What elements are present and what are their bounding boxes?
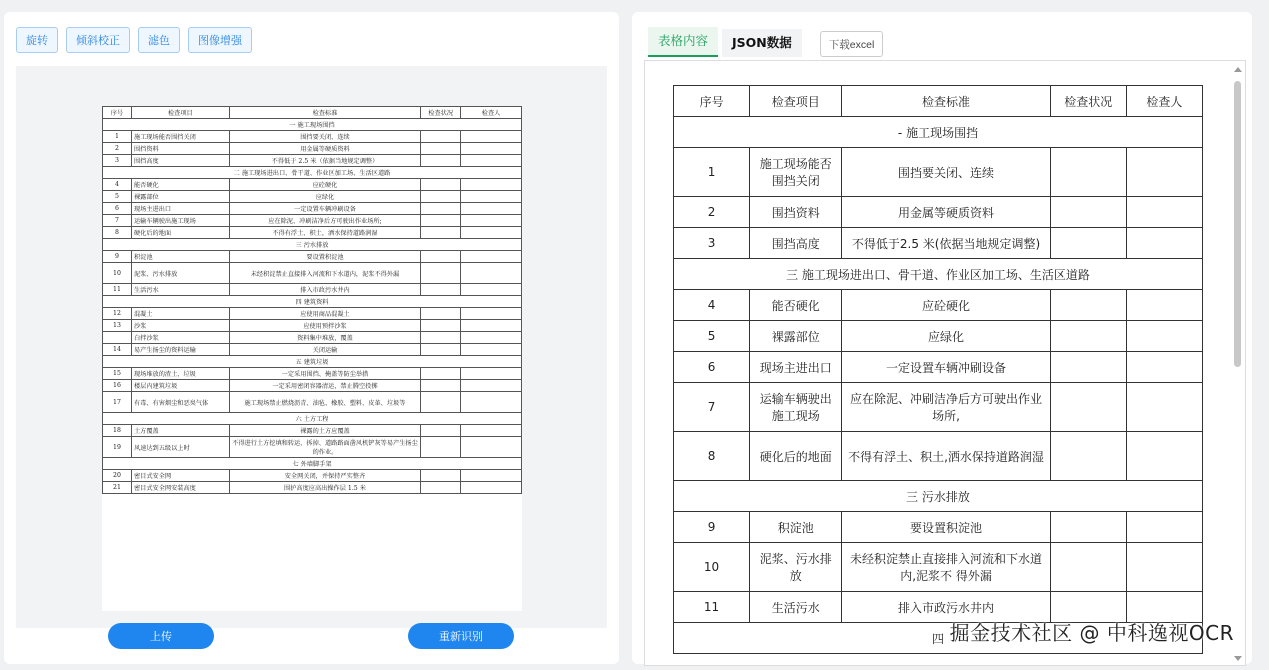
doc-cell-item: 沙浆 <box>131 320 229 332</box>
result-cell-no: 2 <box>674 197 750 228</box>
result-cell-standard: 不得有浮土、积土,洒水保持道路润湿 <box>842 432 1050 481</box>
document-preview <box>16 66 607 628</box>
doc-cell-status <box>421 203 461 215</box>
doc-cell-item: 裸露部位 <box>131 191 229 203</box>
image-enhance-button[interactable]: 图像增强 <box>188 27 252 53</box>
doc-cell-item: 密目式安全网 <box>131 470 229 482</box>
doc-cell-status <box>421 425 461 437</box>
result-cell-no: 3 <box>674 228 750 259</box>
result-cell-no: 10 <box>674 543 750 592</box>
doc-cell-standard: 未经积淀禁止直接排入河流和下水道内，泥浆不得外漏 <box>229 263 421 284</box>
result-cell-status <box>1050 148 1126 197</box>
doc-cell-no: 21 <box>103 482 132 494</box>
doc-cell-status <box>421 392 461 413</box>
result-cell-status <box>1050 383 1126 432</box>
result-header-cell: 检查项目 <box>750 86 842 117</box>
doc-cell-status <box>421 437 461 458</box>
result-cell-status <box>1050 290 1126 321</box>
result-cell-item: 积淀池 <box>750 512 842 543</box>
doc-cell-item: 易产生扬尘的资料运输 <box>131 344 229 356</box>
doc-cell-status <box>421 227 461 239</box>
result-section-row <box>674 481 1203 512</box>
result-cell-no: 7 <box>674 383 750 432</box>
doc-cell-no: 13 <box>103 320 132 332</box>
result-section-row <box>674 117 1203 148</box>
scanned-document <box>102 106 522 611</box>
rerecognize-button[interactable]: 重新识别 <box>408 623 514 649</box>
table-row <box>674 148 1203 197</box>
doc-cell-standard: 不得低于 2.5 米（依据当地规定调整） <box>229 155 421 167</box>
result-cell-standard: 应在除泥、冲刷洁净后方可驶出作业场所, <box>842 383 1050 432</box>
doc-cell-no: 15 <box>103 368 132 380</box>
doc-row <box>103 344 522 356</box>
doc-cell-no: 10 <box>103 263 132 284</box>
doc-cell-status <box>421 368 461 380</box>
doc-section-row <box>103 167 522 179</box>
doc-section-title: 一 施工现场围挡 <box>103 119 522 131</box>
image-panel <box>4 12 619 664</box>
doc-section-title: 七 外墙脚手架 <box>103 458 522 470</box>
doc-cell-inspector <box>461 380 522 392</box>
doc-cell-standard: 应在除泥、冲刷洁净后方可驶出作业场所; <box>229 215 421 227</box>
doc-cell-status <box>421 191 461 203</box>
result-cell-item: 裸露部位 <box>750 321 842 352</box>
table-row <box>674 383 1203 432</box>
table-row <box>674 290 1203 321</box>
color-filter-button[interactable]: 滤色 <box>138 27 180 53</box>
result-cell-status <box>1050 432 1126 481</box>
doc-cell-no: 19 <box>103 437 132 458</box>
vertical-scrollbar[interactable] <box>1233 67 1243 661</box>
doc-cell-standard: 不得进行土方挖填和转运、拆掉、道路路面凿风机铲灰等易产生扬尘的作业。 <box>229 437 421 458</box>
result-cell-item: 生活污水 <box>750 592 842 623</box>
result-cell-status <box>1050 352 1126 383</box>
scroll-up-icon[interactable] <box>1234 67 1242 72</box>
result-cell-inspector <box>1126 197 1202 228</box>
deskew-button[interactable]: 倾斜校正 <box>66 27 130 53</box>
doc-cell-standard: 应砼硬化 <box>229 179 421 191</box>
doc-cell-standard: 裸露的土方应覆盖 <box>229 425 421 437</box>
doc-section-row <box>103 296 522 308</box>
result-cell-standard: 不得低于2.5 米(依据当地规定调整) <box>842 228 1050 259</box>
doc-cell-inspector <box>461 368 522 380</box>
doc-cell-status <box>421 131 461 143</box>
doc-cell-item: 现场主进出口 <box>131 203 229 215</box>
image-toolbar <box>16 27 252 53</box>
doc-cell-no: 8 <box>103 227 132 239</box>
doc-cell-standard: 应绿化 <box>229 191 421 203</box>
result-cell-standard: 应绿化 <box>842 321 1050 352</box>
doc-cell-inspector <box>461 131 522 143</box>
doc-cell-standard: 应使用预拌沙浆 <box>229 320 421 332</box>
doc-cell-no: 18 <box>103 425 132 437</box>
doc-cell-standard: 一定采用密闭容器清运，禁止腾空投掷 <box>229 380 421 392</box>
doc-cell-no: 14 <box>103 344 132 356</box>
doc-row <box>103 368 522 380</box>
doc-header-cell: 检查项目 <box>131 107 229 119</box>
doc-cell-inspector <box>461 143 522 155</box>
doc-section-title: 四 建筑资料 <box>103 296 522 308</box>
doc-cell-status <box>421 332 461 344</box>
result-cell-item: 围挡高度 <box>750 228 842 259</box>
doc-cell-item: 生活污水 <box>131 284 229 296</box>
doc-cell-no: 3 <box>103 155 132 167</box>
tab-table-content[interactable]: 表格内容 <box>648 27 718 57</box>
doc-header-cell: 检查标准 <box>229 107 421 119</box>
doc-cell-standard: 一定采用围挡、掩盖等防尘举措 <box>229 368 421 380</box>
result-cell-status <box>1050 197 1126 228</box>
result-header-cell: 检查人 <box>1126 86 1202 117</box>
download-excel-button[interactable]: 下载excel <box>820 31 884 57</box>
doc-cell-standard: 围挡要关闭、连续 <box>229 131 421 143</box>
doc-row <box>103 143 522 155</box>
doc-cell-standard: 关闭运输 <box>229 344 421 356</box>
doc-row <box>103 470 522 482</box>
doc-row <box>103 155 522 167</box>
doc-row <box>103 131 522 143</box>
result-cell-item: 运输车辆驶出施工现场 <box>750 383 842 432</box>
result-cell-item: 施工现场能否围挡关闭 <box>750 148 842 197</box>
doc-header-cell: 序号 <box>103 107 132 119</box>
result-tabs <box>648 27 883 57</box>
doc-cell-status <box>421 344 461 356</box>
doc-row <box>103 482 522 494</box>
doc-cell-item: 现场堆放的渣土、垃圾 <box>131 368 229 380</box>
doc-cell-inspector <box>461 320 522 332</box>
doc-cell-no: 2 <box>103 143 132 155</box>
doc-cell-status <box>421 308 461 320</box>
doc-row <box>103 332 522 344</box>
doc-cell-status <box>421 320 461 332</box>
doc-cell-no: 7 <box>103 215 132 227</box>
doc-row <box>103 251 522 263</box>
doc-section-title: 六 土方工程 <box>103 413 522 425</box>
result-cell-no: 6 <box>674 352 750 383</box>
result-cell-inspector <box>1126 148 1202 197</box>
result-cell-no: 5 <box>674 321 750 352</box>
doc-row <box>103 227 522 239</box>
doc-cell-standard: 用金属等硬质资料 <box>229 143 421 155</box>
doc-row <box>103 392 522 413</box>
result-cell-inspector <box>1126 383 1202 432</box>
doc-section-row <box>103 239 522 251</box>
doc-cell-standard: 施工现场禁止燃烧沥青、油毡、橡胶、塑料、皮革、垃圾等 <box>229 392 421 413</box>
doc-cell-status <box>421 380 461 392</box>
doc-cell-item: 混凝土 <box>131 308 229 320</box>
doc-cell-status <box>421 155 461 167</box>
table-row <box>674 432 1203 481</box>
doc-cell-item: 积淀池 <box>131 251 229 263</box>
doc-cell-standard: 资料集中堆放，覆盖 <box>229 332 421 344</box>
doc-row <box>103 380 522 392</box>
doc-row <box>103 203 522 215</box>
doc-cell-standard: 围护高度应高出操作层 1.5 米 <box>229 482 421 494</box>
doc-cell-item: 泥浆、污水排放 <box>131 263 229 284</box>
doc-cell-item: 施工现场能否围挡关闭 <box>131 131 229 143</box>
doc-cell-inspector <box>461 191 522 203</box>
doc-cell-standard: 排入市政污水井内 <box>229 284 421 296</box>
doc-cell-inspector <box>461 437 522 458</box>
result-panel <box>632 12 1252 664</box>
doc-cell-inspector <box>461 203 522 215</box>
watermark: 掘金技术社区 @ 中科逸视OCR <box>949 621 1234 645</box>
doc-cell-item: 土方覆盖 <box>131 425 229 437</box>
doc-cell-item: 围挡高度 <box>131 155 229 167</box>
result-cell-status <box>1050 228 1126 259</box>
result-cell-item: 现场主进出口 <box>750 352 842 383</box>
table-row <box>674 352 1203 383</box>
upload-button[interactable]: 上传 <box>108 623 214 649</box>
doc-cell-inspector <box>461 482 522 494</box>
doc-cell-status <box>421 263 461 284</box>
scroll-thumb[interactable] <box>1234 81 1241 367</box>
result-section-title: 三 施工现场进出口、骨干道、作业区加工场、生活区道路 <box>674 259 1203 290</box>
doc-cell-standard: 一定设置车辆冲刷设备 <box>229 203 421 215</box>
doc-cell-inspector <box>461 263 522 284</box>
doc-cell-item: 密目式安全网安装高度 <box>131 482 229 494</box>
doc-cell-inspector <box>461 155 522 167</box>
doc-row <box>103 263 522 284</box>
doc-cell-standard: 安全网关闭，并保持严实整齐 <box>229 470 421 482</box>
doc-row <box>103 215 522 227</box>
doc-cell-item: 运输车辆驶出施工现场 <box>131 215 229 227</box>
result-cell-standard: 围挡要关闭、连续 <box>842 148 1050 197</box>
doc-cell-status <box>421 284 461 296</box>
doc-cell-no: 20 <box>103 470 132 482</box>
doc-cell-no: 5 <box>103 191 132 203</box>
result-cell-inspector <box>1126 512 1202 543</box>
result-cell-inspector <box>1126 432 1202 481</box>
doc-cell-inspector <box>461 215 522 227</box>
table-row <box>674 321 1203 352</box>
result-cell-inspector <box>1126 290 1202 321</box>
doc-cell-no: 9 <box>103 251 132 263</box>
doc-cell-status <box>421 215 461 227</box>
result-cell-status <box>1050 543 1126 592</box>
doc-cell-item: 有毒、有害烟尘和恶臭气体 <box>131 392 229 413</box>
tab-json-data[interactable]: JSON数据 <box>722 29 802 57</box>
result-cell-standard: 用金属等硬质资料 <box>842 197 1050 228</box>
result-section-title: 四 <box>674 623 1203 654</box>
doc-cell-status <box>421 482 461 494</box>
scroll-down-icon[interactable] <box>1234 656 1242 661</box>
doc-cell-inspector <box>461 308 522 320</box>
scanned-table <box>102 106 522 494</box>
doc-cell-no <box>103 332 132 344</box>
doc-cell-item: 风速达到五级以上时 <box>131 437 229 458</box>
doc-cell-no: 12 <box>103 308 132 320</box>
table-row <box>674 197 1203 228</box>
result-table <box>673 85 1203 654</box>
doc-row <box>103 320 522 332</box>
result-section-title: 三 污水排放 <box>674 481 1203 512</box>
doc-cell-inspector <box>461 227 522 239</box>
result-cell-no: 11 <box>674 592 750 623</box>
doc-cell-status <box>421 179 461 191</box>
doc-section-row <box>103 119 522 131</box>
doc-cell-standard: 不得有浮土、积土，洒水保持道路润湿 <box>229 227 421 239</box>
doc-section-row <box>103 356 522 368</box>
doc-row <box>103 437 522 458</box>
doc-cell-item: 硬化后的地面 <box>131 227 229 239</box>
result-cell-item: 硬化后的地面 <box>750 432 842 481</box>
result-cell-no: 8 <box>674 432 750 481</box>
doc-row <box>103 425 522 437</box>
result-cell-item: 泥浆、污水排放 <box>750 543 842 592</box>
doc-cell-no: 11 <box>103 284 132 296</box>
doc-section-row <box>103 413 522 425</box>
doc-header-cell: 检查状况 <box>421 107 461 119</box>
result-cell-no: 1 <box>674 148 750 197</box>
doc-section-row <box>103 458 522 470</box>
result-cell-no: 4 <box>674 290 750 321</box>
result-cell-status <box>1050 512 1126 543</box>
result-cell-standard: 要设置积淀池 <box>842 512 1050 543</box>
table-row <box>674 228 1203 259</box>
doc-cell-standard: 要设置积淀池 <box>229 251 421 263</box>
doc-cell-inspector <box>461 344 522 356</box>
result-cell-inspector <box>1126 352 1202 383</box>
doc-cell-inspector <box>461 284 522 296</box>
doc-cell-item: 能否硬化 <box>131 179 229 191</box>
rotate-button[interactable]: 旋转 <box>16 27 58 53</box>
doc-section-title: 三 污水排放 <box>103 239 522 251</box>
doc-cell-status <box>421 251 461 263</box>
doc-cell-item: 围挡资料 <box>131 143 229 155</box>
result-section-row <box>674 259 1203 290</box>
result-cell-status <box>1050 321 1126 352</box>
doc-cell-no: 6 <box>103 203 132 215</box>
doc-cell-standard: 应使用商品混凝土 <box>229 308 421 320</box>
result-header-cell: 检查状况 <box>1050 86 1126 117</box>
doc-section-title: 五 建筑垃圾 <box>103 356 522 368</box>
result-cell-inspector <box>1126 321 1202 352</box>
doc-row <box>103 179 522 191</box>
result-header-cell: 检查标准 <box>842 86 1050 117</box>
doc-row <box>103 191 522 203</box>
result-cell-item: 围挡资料 <box>750 197 842 228</box>
doc-cell-no: 1 <box>103 131 132 143</box>
doc-cell-inspector <box>461 332 522 344</box>
doc-row <box>103 284 522 296</box>
result-section-title: - 施工现场围挡 <box>674 117 1203 148</box>
doc-cell-no: 4 <box>103 179 132 191</box>
doc-cell-no: 16 <box>103 380 132 392</box>
result-table-frame <box>644 60 1246 666</box>
doc-cell-item: 白拌沙浆 <box>131 332 229 344</box>
doc-section-title: 二 施工现场进出口、骨干道、作业区加工场、生活区道路 <box>103 167 522 179</box>
doc-cell-inspector <box>461 179 522 191</box>
doc-cell-inspector <box>461 392 522 413</box>
doc-cell-inspector <box>461 251 522 263</box>
table-row <box>674 543 1203 592</box>
result-cell-inspector <box>1126 228 1202 259</box>
doc-cell-inspector <box>461 470 522 482</box>
doc-header-cell: 检查人 <box>461 107 522 119</box>
result-cell-standard: 未经积淀禁止直接排入河流和下水道内,泥浆不 得外漏 <box>842 543 1050 592</box>
result-cell-inspector <box>1126 543 1202 592</box>
doc-cell-status <box>421 143 461 155</box>
result-cell-no: 9 <box>674 512 750 543</box>
doc-cell-status <box>421 470 461 482</box>
result-header-cell: 序号 <box>674 86 750 117</box>
result-cell-standard: 一定设置车辆冲刷设备 <box>842 352 1050 383</box>
table-row <box>674 512 1203 543</box>
result-cell-item: 能否硬化 <box>750 290 842 321</box>
result-cell-standard: 排入市政污水井内 <box>842 592 1050 623</box>
result-cell-standard: 应砼硬化 <box>842 290 1050 321</box>
doc-cell-no: 17 <box>103 392 132 413</box>
doc-cell-item: 楼层内建筑垃圾 <box>131 380 229 392</box>
doc-cell-inspector <box>461 425 522 437</box>
doc-row <box>103 308 522 320</box>
